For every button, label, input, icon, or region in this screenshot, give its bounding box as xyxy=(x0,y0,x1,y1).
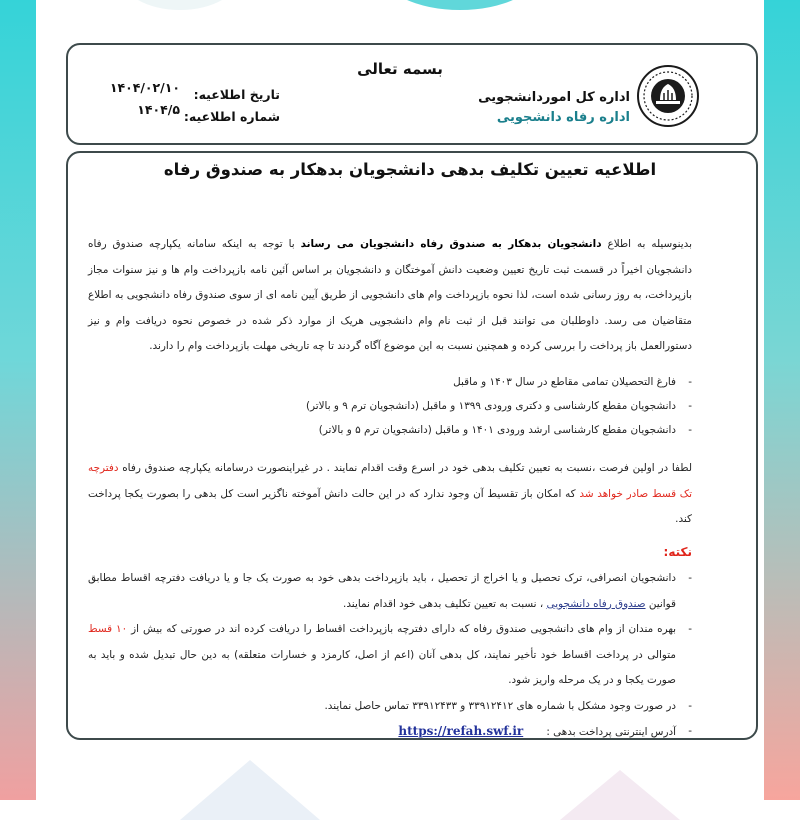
refah-fund-link[interactable]: صندوق رفاه دانشجویی xyxy=(546,597,646,610)
list-item: - در صورت وجود مشکل با شماره های ۳۳۹۱۲۴۱۲ و ۳۳۹۱۲۴۳۳ تماس حاصل نمایند. xyxy=(88,694,692,720)
note-text: دانشجویان انصرافی، ترک تحصیل و یا اخراج از تحصیل ، باید بازپرداخت بدهی خود به صورت یک جا و یا دریافت دفترچه اقساط مطابق قوانین xyxy=(88,572,676,610)
date-value: ۱۴۰۴/۰۲/۱۰ xyxy=(109,80,180,95)
list-item xyxy=(88,719,692,746)
decorative-shape xyxy=(560,770,680,820)
left-decorative-band xyxy=(0,0,36,800)
target-groups-list xyxy=(88,370,692,442)
warning-text: لطفا در اولین فرصت ،نسبت به تعیین تکلیف بدهی خود در اسرع وقت اقدام نمایند . در غیراینصورت درسامانه یکپارچه صندوق رفاه xyxy=(118,462,692,474)
org-name: اداره کل اموردانشجویی xyxy=(478,90,630,105)
announcement-title: اطلاعیه تعیین تکلیف بدهی دانشجویان بدهکار به صندوق رفاه xyxy=(163,160,657,179)
university-emblem-icon xyxy=(636,64,700,128)
warning-paragraph xyxy=(88,456,692,533)
note-text: متوالی در پرداخت اقساط خود تأخیر نمایند، کل بدهی آنان (اعم از اصل، کارمزد و خسارات متعلقه) به دین حال تبدیل شده و باید به صورت یکجا و در یک مرحله واریز شود. xyxy=(88,648,676,686)
org-department: اداره رفاه دانشجویی xyxy=(496,110,630,125)
number-label: شماره اطلاعیه: xyxy=(183,109,280,124)
right-decorative-band xyxy=(764,0,800,800)
notes-list xyxy=(88,566,692,746)
intro-text-rest: با توجه به اینکه سامانه یکپارچه صندوق رفاه دانشجویان اخیراً در قسمت ثبت تاریخ تعیین وضعیت دانش آموختگان و دانشجویان بر اساس آئین نامه بازپرداخت وام ها و نیز سنوات مجاز بازپرداخت، به روز رسانی شده است، لذا نحوه بازپرداخت وام های دانشجویی از طریق آیین نامه ای از سوی صندوق رفاه دانشجویی به اطلاع متقاضیان می رسد. داوطلبان می توانند قبل از ثبت نام وام دانشجویی هریک از موارد ذکر شده در خصوص نحوه دریافت وام و نیز دستورالعمل باز پرداخت را بررسی کرده و همچنین نسبت به این موضوع آگاه گردند تا چه تاریخی مهلت بازپرداخت وام را دارند. xyxy=(88,238,692,352)
number-value: ۱۴۰۴/۵ xyxy=(137,102,180,117)
intro-bold-text: دانشجویان بدهکار به صندوق رفاه دانشجویان می رساند xyxy=(300,238,602,250)
installment-count-highlight: ۱۰ قسط xyxy=(88,623,128,635)
list-item: - دانشجویان مقطع کارشناسی ارشد ورودی ۱۴۰۱ و ماقبل (دانشجویان ترم ۵ و بالاتر) xyxy=(88,418,692,442)
payment-url-link[interactable]: https://refah.swf.ir xyxy=(398,724,524,738)
note-heading: نکته: xyxy=(663,545,692,559)
list-item: - دانشجویان مقطع کارشناسی و دکتری ورودی ۱۳۹۹ و ماقبل (دانشجویان ترم ۹ و بالاتر) xyxy=(88,394,692,418)
note-text: بهره مندان از وام های دانشجویی صندوق رفاه که دارای دفترچه بازپرداخت اقساط را دریافت کرده اند در صورتی که بیش از xyxy=(127,623,676,635)
intro-text-start: بدینوسیله به اطلاع xyxy=(601,238,692,250)
decorative-shape xyxy=(180,760,320,820)
payment-url-label: آدرس اینترنتی پرداخت بدهی : xyxy=(546,726,676,738)
warning-highlight: دفترچه تک قسط صادر خواهد شد xyxy=(88,462,692,500)
date-label: تاریخ اطلاعیه: xyxy=(193,87,280,102)
note-text: ، نسبت به تعیین تکلیف بدهی خود اقدام نمایند. xyxy=(343,597,547,610)
warning-text-rest: که امکان باز تقسیط آن وجود ندارد که در این حالت دانش آموخته ناگزیر است کل بدهی را بصورت یکجا پرداخت کند. xyxy=(88,487,692,525)
list-item xyxy=(88,566,692,617)
intro-paragraph xyxy=(88,232,692,360)
list-item: - فارغ التحصیلان تمامی مقاطع در سال ۱۴۰۳ و ماقبل xyxy=(88,370,692,394)
list-item xyxy=(88,617,692,694)
basmala-heading: بسمه تعالی xyxy=(357,60,443,78)
